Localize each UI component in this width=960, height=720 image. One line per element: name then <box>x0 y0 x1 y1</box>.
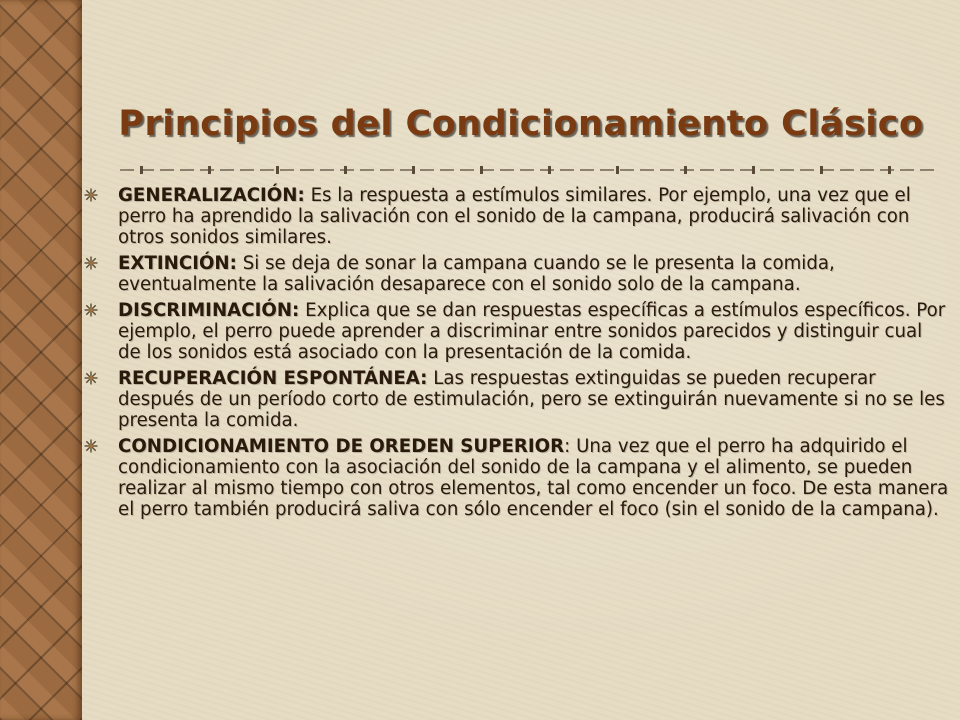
starburst-icon <box>84 256 98 270</box>
bullet-list <box>82 185 950 525</box>
list-item <box>82 253 950 295</box>
list-item <box>82 436 950 520</box>
item-term: GENERALIZACIÓN: <box>118 185 305 206</box>
item-term: RECUPERACIÓN ESPONTÁNEA: <box>118 368 428 389</box>
title-divider <box>120 163 935 177</box>
starburst-icon <box>84 439 98 453</box>
item-text: Las respuestas extinguidas se pueden recuperar después de un período corto de estimulación, pero se extinguirán nuevamente si no se les presenta la comida. <box>118 368 945 431</box>
list-item <box>82 300 950 363</box>
item-term: CONDICIONAMIENTO DE OREDEN SUPERIOR <box>118 436 565 457</box>
item-text: Es la respuesta a estímulos similares. Por ejemplo, una vez que el perro ha aprendido la salivación con el sonido de la campana, producirá salivación con otros sonidos similares. <box>118 185 911 248</box>
decorative-side-strip <box>0 0 82 720</box>
list-item <box>82 368 950 431</box>
starburst-icon <box>84 188 98 202</box>
list-item <box>82 185 950 248</box>
item-text: Explica que se dan respuestas específicas a estímulos específicos. Por ejemplo, el perro puede aprender a discriminar entre sonidos parecidos y distinguir cual de los sonidos está asociado con la presentación de la comida. <box>118 300 946 363</box>
slide-title: Principios del Condicionamiento Clásico <box>118 104 924 144</box>
starburst-icon <box>84 371 98 385</box>
starburst-icon <box>84 303 98 317</box>
item-text: Si se deja de sonar la campana cuando se le presenta la comida, eventualmente la salivación desaparece con el sonido solo de la campana. <box>118 253 835 295</box>
item-text: : Una vez que el perro ha adquirido el condicionamiento con la asociación del sonido de la campana y el alimento, se pueden realizar al mismo tiempo con otros elementos, tal como encender un foco. De esta manera el perro también producirá saliva con sólo encender el foco (sin el sonido de la campana). <box>118 436 949 520</box>
item-term: DISCRIMINACIÓN: <box>118 300 300 321</box>
item-term: EXTINCIÓN: <box>118 253 237 274</box>
